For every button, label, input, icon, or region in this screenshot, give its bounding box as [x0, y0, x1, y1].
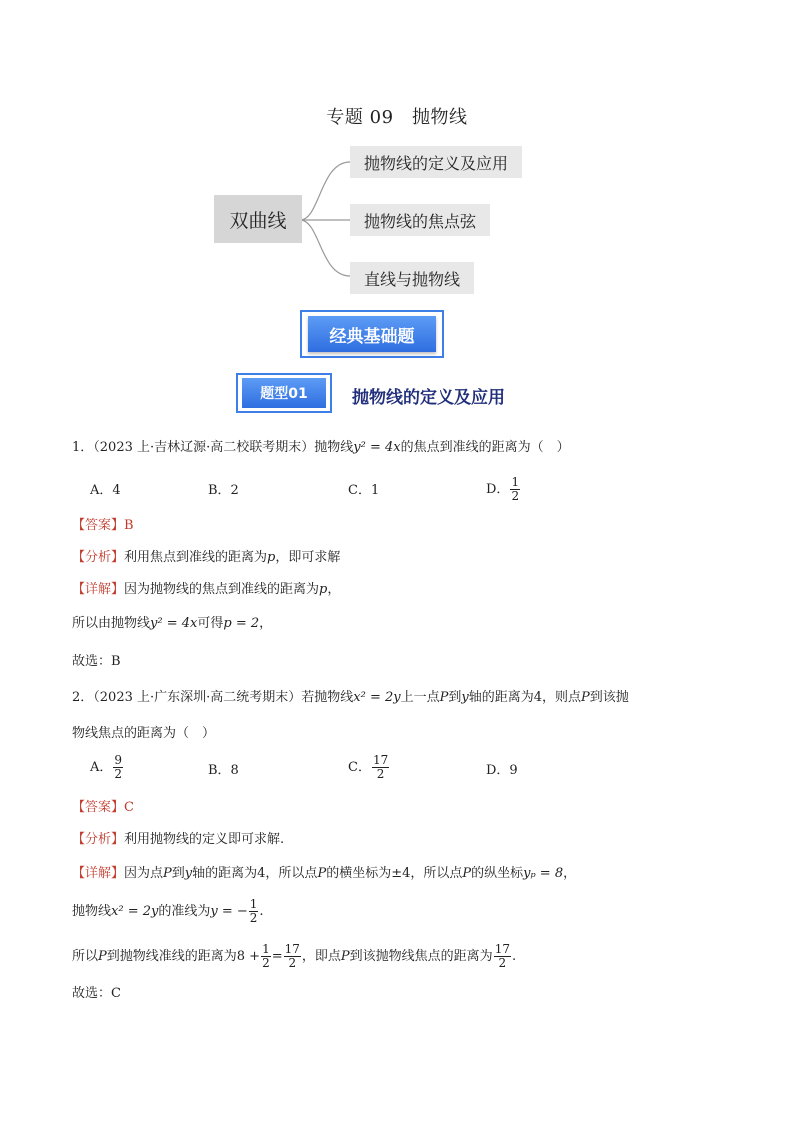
q1-detail-line2: 所以由抛物线y² = 4x可得p = 2，	[72, 616, 273, 631]
q1-detail: 【详解】因为抛物线的焦点到准线的距离为p，	[72, 582, 341, 597]
q2-final: 故选：C	[72, 986, 121, 1001]
mindmap-node-definition: 抛物线的定义及应用	[350, 146, 522, 178]
q1-final: 故选：B	[72, 654, 121, 669]
q2-analysis: 【分析】利用抛物线的定义即可求解.	[72, 832, 285, 847]
tag-label: 题型01	[242, 378, 326, 408]
q2-detail: 【详解】因为点P到y轴的距离为4，所以点P的横坐标为±4，所以点P的纵坐标yₚ = 8，	[72, 866, 577, 881]
q2-stem: 2．（2023 上·广东深圳·高二统考期末）若抛物线x² = 2y上一点P到y轴的距离为4，则点P到该抛	[72, 690, 629, 705]
q1-option-c: C．1	[348, 483, 380, 498]
mindmap-root: 双曲线	[214, 195, 302, 243]
q2-stem-line2: 物线焦点的距离为（ ）	[72, 726, 216, 741]
q1-option-b: B．2	[208, 483, 239, 498]
banner-label: 经典基础题	[308, 316, 436, 352]
q2-detail-line3: 所以P到抛物线准线的距离为8 + $\frac{1}{2}$ = $\frac{17}{2}$ ，即点P到该抛物线焦点的距离为 $\frac{17}{2}$ .	[72, 942, 517, 970]
q2-option-b: B．8	[208, 763, 239, 778]
mindmap-node-line: 直线与抛物线	[350, 262, 474, 294]
q1-answer: 【答案】B	[72, 518, 134, 533]
q1-stem: 1．（2023 上·吉林辽源·高二校联考期末）抛物线y² = 4x的焦点到准线的距离为（ ）	[72, 440, 570, 455]
mindmap-node-focal-chord: 抛物线的焦点弦	[350, 204, 490, 236]
q2-answer: 【答案】C	[72, 800, 134, 815]
q2-detail-line2: 抛物线x² = 2y的准线为y = − $\frac{1}{2}$ .	[72, 897, 264, 925]
section-banner	[300, 310, 444, 358]
q1-option-a: A．4	[90, 483, 121, 498]
q2-option-a: A． $\frac{9}{2}$	[90, 753, 123, 781]
q1-analysis: 【分析】利用焦点到准线的距离为p，即可求解	[72, 550, 341, 565]
section-title: 抛物线的定义及应用	[352, 388, 505, 408]
question-type-tag	[236, 373, 332, 413]
q1-option-d: D． $\frac{1}{2}$	[486, 475, 520, 503]
q2-option-c: C． $\frac{17}{2}$	[348, 753, 389, 781]
q2-option-d: D．9	[486, 763, 518, 778]
page-title: 专题 09 抛物线	[326, 107, 468, 128]
